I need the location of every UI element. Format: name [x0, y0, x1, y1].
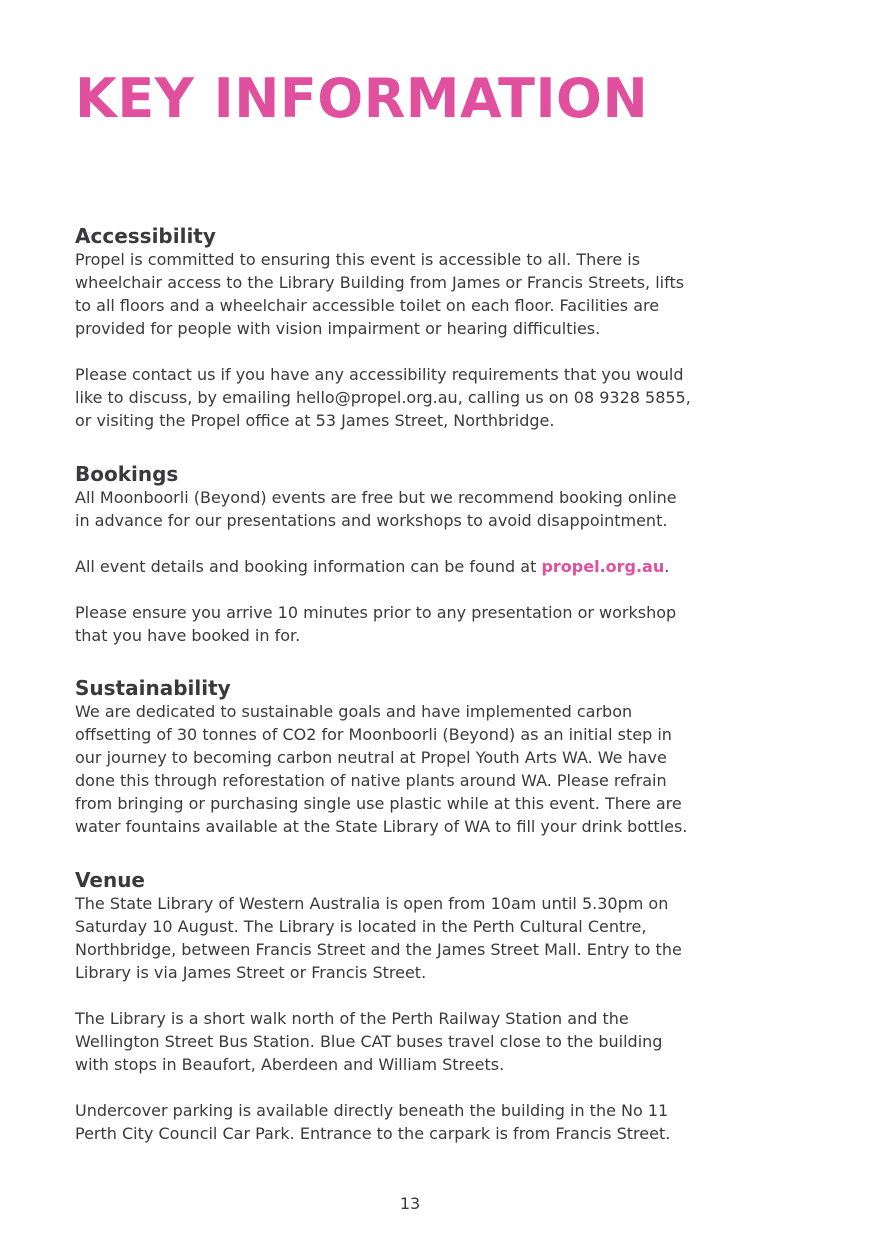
accessibility-paragraph-1 — [75, 248, 805, 340]
venue-paragraph-3 — [75, 1099, 805, 1145]
venue-heading: Venue — [75, 868, 145, 892]
text-line: Wellington Street Bus Station. Blue CAT buses travel close to the building — [75, 1032, 663, 1051]
booking-info-text: All event details and booking information can be found at — [75, 557, 542, 576]
text-line: Propel is committed to ensuring this event is accessible to all. There is — [75, 250, 641, 269]
text-line: Undercover parking is available directly beneath the building in the No 11 — [75, 1101, 669, 1120]
text-line: provided for people with vision impairment or hearing difficulties. — [75, 319, 601, 338]
text-line: with stops in Beaufort, Aberdeen and William Streets. — [75, 1055, 505, 1074]
sustainability-paragraph-1 — [75, 700, 805, 838]
bookings-paragraph-3 — [75, 601, 805, 647]
text-line: our journey to becoming carbon neutral at Propel Youth Arts WA. We have — [75, 748, 667, 767]
sustainability-heading: Sustainability — [75, 676, 231, 700]
page-number: 13 — [399, 1194, 421, 1213]
accessibility-heading: Accessibility — [75, 224, 216, 248]
text-line: All Moonboorli (Beyond) events are free but we recommend booking online — [75, 488, 677, 507]
text-line: Perth City Council Car Park. Entrance to the carpark is from Francis Street. — [75, 1124, 671, 1143]
propel-website-link[interactable]: propel.org.au — [541, 557, 665, 576]
text-line: Please contact us if you have any accessibility requirements that you would — [75, 365, 684, 384]
text-line: from bringing or purchasing single use plastic while at this event. There are — [75, 794, 682, 813]
text-line: offsetting of 30 tonnes of CO2 for Moonboorli (Beyond) as an initial step in — [75, 725, 672, 744]
bookings-paragraph-1 — [75, 486, 805, 532]
text-line: like to discuss, by emailing hello@propel.org.au, calling us on 08 9328 5855, — [75, 388, 691, 407]
venue-paragraph-2 — [75, 1007, 805, 1076]
page-title: KEY INFORMATION — [75, 67, 649, 130]
text-line: Library is via James Street or Francis Street. — [75, 963, 427, 982]
text-line: Saturday 10 August. The Library is located in the Perth Cultural Centre, — [75, 917, 647, 936]
text-line: in advance for our presentations and workshops to avoid disappointment. — [75, 511, 668, 530]
sustainability-section — [75, 676, 805, 838]
text-line: to all floors and a wheelchair accessible toilet on each floor. Facilities are — [75, 296, 660, 315]
text-line: wheelchair access to the Library Building from James or Francis Streets, lifts — [75, 273, 685, 292]
bookings-paragraph-2 — [75, 555, 805, 578]
bookings-heading: Bookings — [75, 462, 179, 486]
sentence-end: . — [664, 557, 670, 576]
text-line: The State Library of Western Australia is open from 10am until 5.30pm on — [75, 894, 669, 913]
venue-paragraph-1 — [75, 892, 805, 984]
accessibility-paragraph-2 — [75, 363, 805, 432]
text-line: water fountains available at the State Library of WA to fill your drink bottles. — [75, 817, 688, 836]
text-line: done this through reforestation of native plants around WA. Please refrain — [75, 771, 667, 790]
text-line: Northbridge, between Francis Street and the James Street Mall. Entry to the — [75, 940, 682, 959]
venue-section — [75, 868, 805, 1145]
accessibility-section — [75, 224, 805, 432]
text-line: The Library is a short walk north of the Perth Railway Station and the — [75, 1009, 629, 1028]
bookings-section — [75, 462, 805, 647]
text-line: Please ensure you arrive 10 minutes prior to any presentation or workshop — [75, 603, 677, 622]
text-line: that you have booked in for. — [75, 626, 301, 645]
text-line: We are dedicated to sustainable goals and have implemented carbon — [75, 702, 633, 721]
text-line: or visiting the Propel office at 53 James Street, Northbridge. — [75, 411, 555, 430]
